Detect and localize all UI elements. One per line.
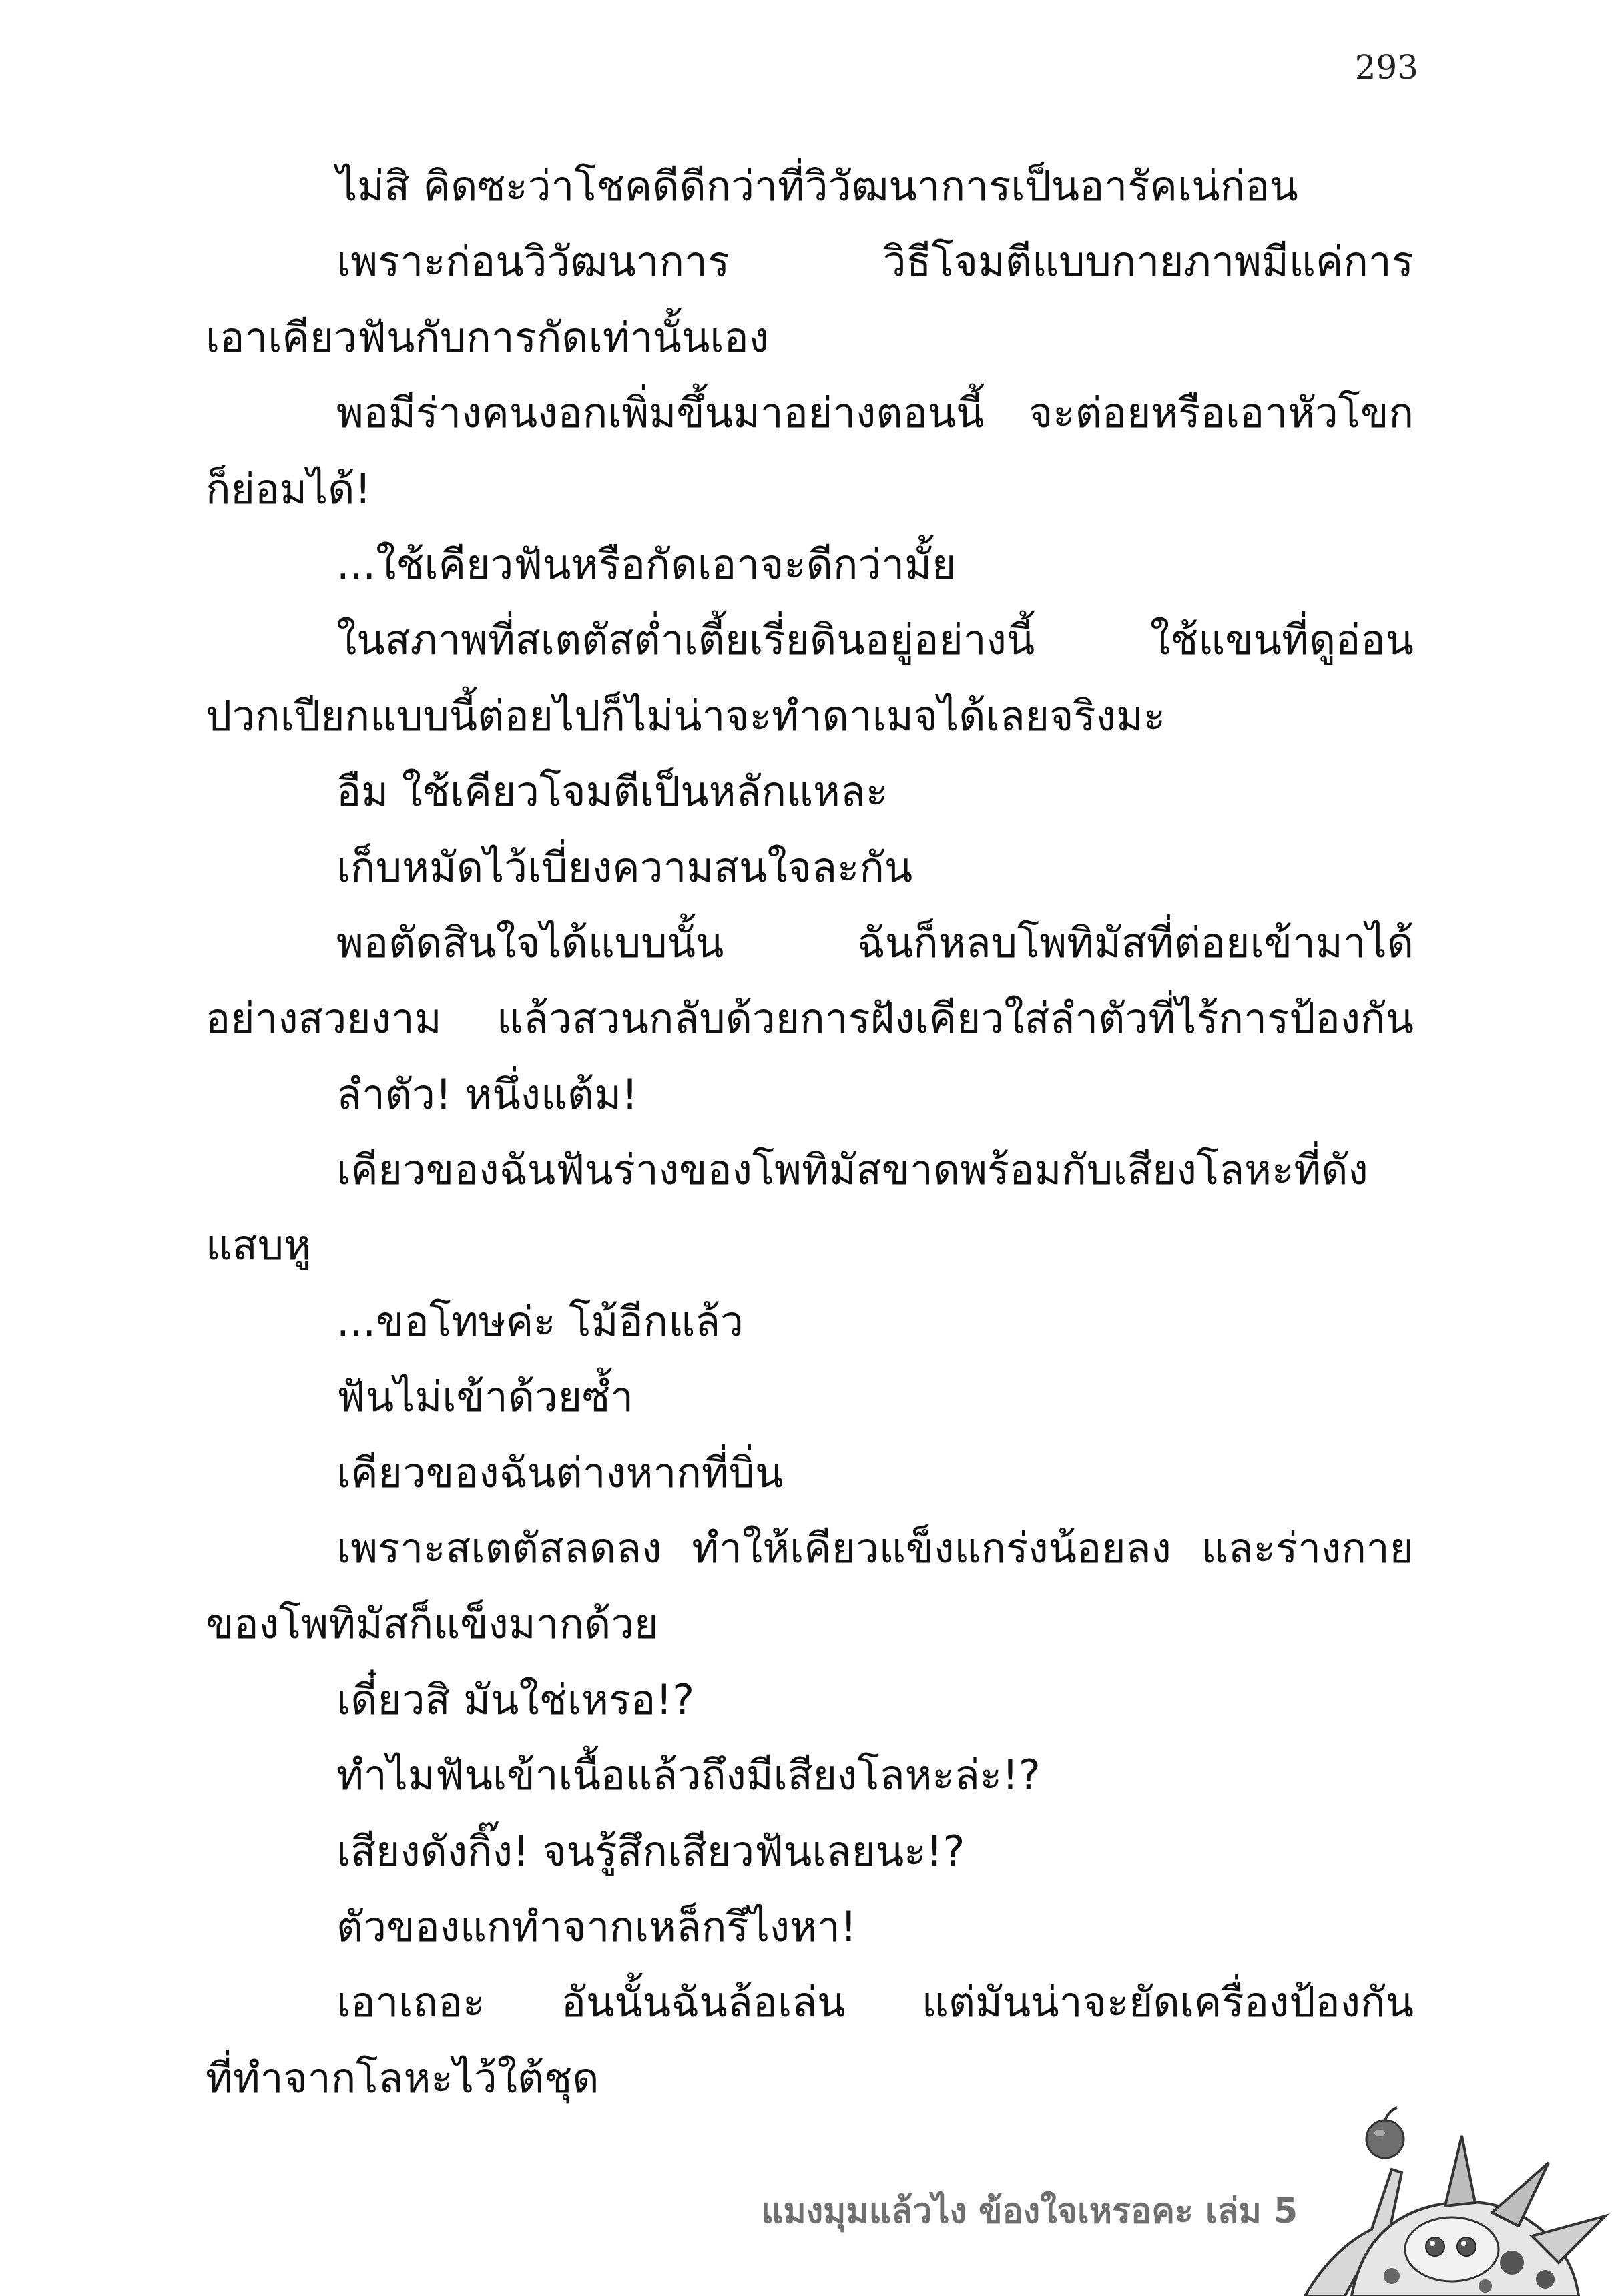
text-line: ปวกเปียกแบบนี้ต่อยไปก็ไม่น่าจะทำดาเมจได้เลยจริงมะ: [206, 691, 1166, 740]
text-line: ...ใช้เคียวฟันหรือกัดเอาจะดีกว่ามั้ย: [336, 539, 957, 589]
text-line: เพราะสเตตัสลดลง ทำให้เคียวแข็งแกร่งน้อยลง และร่างกาย: [336, 1524, 1414, 1573]
text-line: ลำตัว! หนึ่งแต้ม!: [336, 1069, 638, 1119]
running-footer-title: แมงมุมแล้วไง ข้องใจเหรอคะ เล่ม 5: [761, 2191, 1298, 2231]
text-line: ทำไมฟันเข้าเนื้อแล้วถึงมีเสียงโลหะล่ะ!?: [336, 1751, 1041, 1800]
text-line: ตัวของแกทำจากเหล็กรึไงหา!: [336, 1902, 857, 1951]
text-line: ไม่สิ คิดซะว่าโชคดีดีกว่าที่วิวัฒนาการเป็นอารัคเน่ก่อน: [336, 162, 1298, 210]
text-line: ฟันไม่เข้าด้วยซ้ำ: [336, 1372, 634, 1422]
text-line: ในสภาพที่สเตตัสต่ำเตี้ยเรี่ยดินอยู่อย่างนี้ ใช้แขนที่ดูอ่อน: [336, 615, 1414, 665]
text-line: อืม ใช้เคียวโจมตีเป็นหลักแหละ: [336, 767, 888, 816]
text-line: ของโพทิมัสก็แข็งมากด้วย: [206, 1599, 659, 1649]
text-line: เพราะก่อนวิวัฒนาการ วิธีโจมตีแบบกายภาพมีแค่การ: [336, 237, 1414, 286]
text-line: เอาเคียวฟันกับการกัดเท่านั้นเอง: [206, 312, 770, 362]
text-line: เสียงดังกิ๊ง! จนรู้สึกเสียวฟันเลยนะ!?: [336, 1826, 965, 1876]
text-line: เอาเถอะ อันนั้นฉันล้อเล่น แต่มันน่าจะยัดเครื่องป้องกัน: [336, 1978, 1414, 2027]
text-line: แสบหู: [206, 1221, 312, 1270]
body-text: [206, 148, 1414, 2116]
text-line: เก็บหมัดไว้เบี่ยงความสนใจละกัน: [336, 842, 913, 892]
text-line: พอตัดสินใจได้แบบนั้น ฉันก็หลบโพทิมัสที่ต่อยเข้ามาได้: [336, 918, 1414, 967]
page-number: 293: [1354, 48, 1418, 87]
text-line: พอมีร่างคนงอกเพิ่มขึ้นมาอย่างตอนนี้ จะต่อยหรือเอาหัวโขก: [336, 388, 1414, 438]
text-line: ที่ทำจากโลหะไว้ใต้ชุด: [206, 2053, 599, 2102]
text-line: เคียวของฉันต่างหากที่บิ่น: [336, 1448, 784, 1497]
text-line: เดี๋ยวสิ มันใช่เหรอ!?: [336, 1675, 695, 1724]
text-line: ...ขอโทษค่ะ โม้อีกแล้ว: [336, 1296, 744, 1346]
text-line: ก็ย่อมได้!: [206, 464, 372, 513]
text-line: อย่างสวยงาม แล้วสวนกลับด้วยการฝังเคียวใส่ลำตัวที่ไร้การป้องกัน: [206, 994, 1414, 1043]
spider-mascot-icon: [1292, 2049, 1612, 2296]
text-line: เคียวของฉันฟันร่างของโพทิมัสขาดพร้อมกับเสียงโลหะที่ดัง: [336, 1145, 1368, 1195]
